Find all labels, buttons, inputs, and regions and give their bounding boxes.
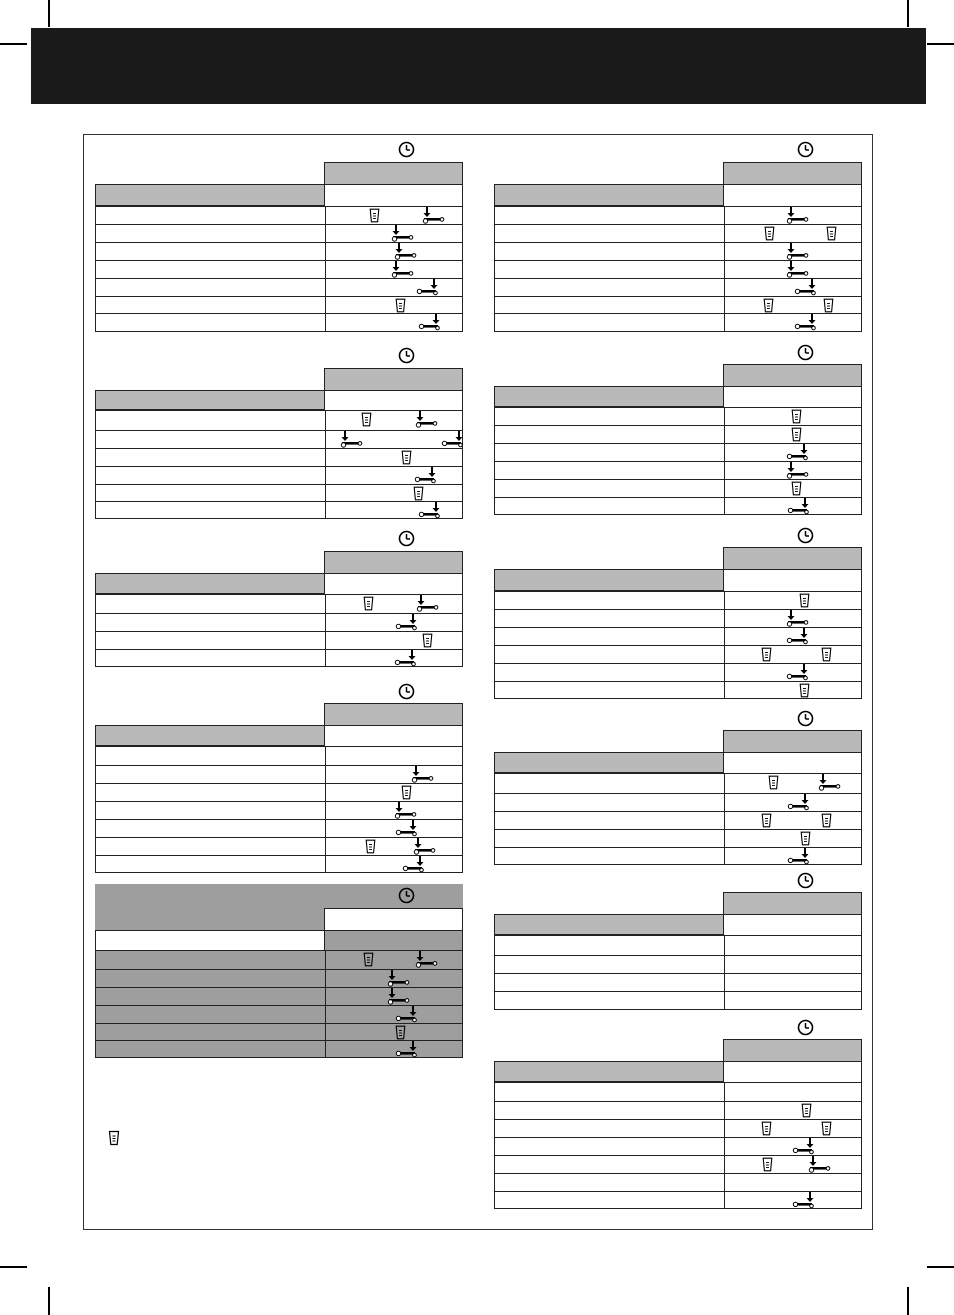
table-row: [95, 747, 463, 766]
time-header-cell: [723, 1039, 862, 1062]
phase-cell: [495, 261, 725, 278]
time-subheader-cell: [324, 930, 463, 951]
table-row: [95, 856, 463, 873]
time-subheader-cell: [324, 390, 463, 411]
phase-cell: [495, 1102, 725, 1119]
measuring-jug-icon: [363, 952, 374, 967]
table-row: [494, 462, 862, 480]
table-row: [494, 297, 862, 314]
time-subheader-cell: [723, 1061, 862, 1083]
phase-header-cell: [494, 386, 724, 408]
table-row: [494, 956, 862, 974]
phase-cell: [495, 848, 725, 864]
phase-cell: [96, 225, 326, 242]
table-row: [95, 431, 463, 449]
phase-cell: [96, 766, 326, 783]
table-row: [95, 595, 463, 614]
kneading-arm-up-icon: [395, 820, 419, 837]
kneading-arm-down-icon: [818, 774, 842, 791]
phase-header-cell: [95, 390, 325, 411]
kneading-arm-up-icon: [441, 431, 465, 448]
measuring-jug-icon: [821, 647, 832, 662]
phase-header-cell: [494, 184, 724, 207]
kneading-arm-up-icon: [394, 650, 418, 667]
phase-cell: [495, 225, 725, 242]
time-header-cell: [324, 703, 463, 726]
clock-icon: [797, 344, 814, 361]
table-row: [494, 207, 862, 225]
table-row: [494, 498, 862, 515]
table-row: [494, 610, 862, 628]
phase-cell: [495, 297, 725, 313]
measuring-jug-icon: [826, 226, 837, 241]
phase-cell: [495, 243, 725, 260]
measuring-jug-icon: [361, 412, 372, 427]
kneading-arm-down-icon: [422, 207, 446, 224]
kneading-arm-down-icon: [391, 261, 415, 278]
kneading-arm-down-icon: [340, 431, 364, 448]
phase-cell: [495, 628, 725, 645]
kneading-arm-up-icon: [416, 279, 440, 296]
kneading-arm-down-icon: [786, 207, 810, 224]
phase-header-cell: [95, 573, 325, 595]
kneading-arm-up-icon: [786, 664, 810, 681]
table-row: [494, 261, 862, 279]
table-row: [494, 812, 862, 830]
table-row: [494, 628, 862, 646]
measuring-jug-icon: [369, 208, 380, 223]
table-row: [95, 467, 463, 485]
table-row: [494, 1102, 862, 1120]
clock-icon: [398, 141, 415, 158]
clock-icon: [797, 872, 814, 889]
phase-cell: [495, 794, 725, 811]
kneading-arm-up-icon: [787, 794, 811, 811]
table-row: [494, 444, 862, 462]
table-row: [494, 646, 862, 664]
table-row: [494, 314, 862, 332]
clock-icon: [797, 710, 814, 727]
phase-header-cell: [494, 914, 724, 936]
kneading-arm-up-icon: [395, 614, 419, 631]
phase-cell: [495, 936, 725, 955]
phase-cell: [495, 1156, 725, 1173]
phase-cell: [96, 632, 326, 649]
phase-cell: [495, 1138, 725, 1155]
time-header-cell: [723, 892, 862, 915]
table-row: [494, 1174, 862, 1192]
measuring-jug-icon: [395, 1025, 406, 1040]
measuring-jug-icon: [395, 298, 406, 313]
kneading-arm-down-icon: [415, 951, 439, 968]
phase-cell: [495, 592, 725, 609]
time-header-cell: [324, 551, 463, 574]
phase-header-cell: [494, 569, 724, 592]
phase-cell: [495, 646, 725, 663]
kneading-arm-up-icon: [418, 314, 442, 331]
table-row: [95, 951, 463, 970]
phase-cell: [495, 1192, 725, 1208]
time-header-cell: [324, 908, 463, 931]
phase-cell: [495, 408, 725, 425]
table-row: [494, 830, 862, 848]
crop-mark: [907, 1287, 909, 1315]
time-header-cell: [723, 162, 862, 185]
table-row: [95, 243, 463, 261]
table-row: [494, 848, 862, 865]
phase-cell: [96, 595, 326, 613]
kneading-arm-up-icon: [794, 279, 818, 296]
table-row: [95, 314, 463, 332]
table-row: [95, 261, 463, 279]
table-row: [494, 936, 862, 956]
table-row: [95, 766, 463, 784]
time-subheader-cell: [324, 725, 463, 747]
kneading-arm-down-icon: [786, 243, 810, 260]
phase-cell: [96, 1006, 326, 1023]
phase-header-cell: [95, 930, 325, 951]
kneading-arm-down-icon: [394, 802, 418, 819]
table-row: [95, 838, 463, 856]
phase-cell: [495, 830, 725, 847]
phase-cell: [96, 951, 326, 969]
measuring-jug-icon: [801, 1103, 812, 1118]
measuring-jug-icon: [799, 683, 810, 698]
table-row: [95, 225, 463, 243]
table-row: [95, 411, 463, 431]
table-row: [95, 802, 463, 820]
crop-mark: [0, 43, 27, 45]
table-row: [95, 988, 463, 1006]
measuring-jug-icon: [823, 298, 834, 313]
phase-cell: [495, 610, 725, 627]
measuring-jug-icon: [821, 813, 832, 828]
phase-cell: [96, 314, 326, 331]
table-row: [494, 279, 862, 297]
table-row: [95, 1024, 463, 1041]
measuring-jug-icon: [821, 1121, 832, 1136]
table-row: [95, 614, 463, 632]
table-row: [95, 1041, 463, 1058]
measuring-jug-icon: [363, 596, 374, 611]
measuring-jug-icon: [413, 486, 424, 501]
phase-cell: [495, 444, 725, 461]
measuring-jug-icon: [108, 1130, 120, 1146]
table-row: [494, 1192, 862, 1209]
table-row: [95, 502, 463, 519]
measuring-jug-icon: [365, 839, 376, 854]
phase-cell: [495, 992, 725, 1009]
table-row: [95, 297, 463, 314]
phase-cell: [96, 502, 326, 518]
time-subheader-cell: [723, 569, 862, 592]
kneading-arm-up-icon: [395, 1041, 419, 1058]
clock-icon: [398, 347, 415, 364]
kneading-arm-down-icon: [411, 766, 435, 783]
table-row: [494, 1138, 862, 1156]
kneading-arm-up-icon: [414, 467, 438, 484]
table-row: [494, 1083, 862, 1102]
table-row: [494, 992, 862, 1010]
measuring-jug-icon: [800, 831, 811, 846]
phase-cell: [495, 664, 725, 681]
kneading-arm-down-icon: [786, 610, 810, 627]
table-row: [95, 1006, 463, 1024]
measuring-jug-icon: [791, 427, 802, 442]
clock-icon: [398, 530, 415, 547]
kneading-arm-down-icon: [413, 838, 437, 855]
phase-cell: [96, 431, 326, 448]
kneading-arm-down-icon: [394, 243, 418, 260]
phase-cell: [96, 279, 326, 296]
measuring-jug-icon: [401, 785, 412, 800]
phase-cell: [96, 297, 326, 313]
phase-cell: [96, 261, 326, 278]
phase-cell: [495, 956, 725, 973]
phase-cell: [96, 838, 326, 855]
time-subheader-cell: [324, 573, 463, 595]
measuring-jug-icon: [799, 593, 810, 608]
table-row: [494, 664, 862, 682]
clock-icon: [797, 141, 814, 158]
measuring-jug-icon: [791, 409, 802, 424]
phase-cell: [96, 988, 326, 1005]
measuring-jug-icon: [791, 481, 802, 496]
phase-cell: [495, 1083, 725, 1101]
measuring-jug-icon: [761, 1121, 772, 1136]
kneading-arm-down-icon: [416, 595, 440, 612]
kneading-arm-up-icon: [787, 498, 811, 515]
time-header-cell: [324, 162, 463, 185]
crop-mark: [0, 1266, 27, 1268]
table-row: [494, 682, 862, 699]
time-subheader-cell: [723, 752, 862, 774]
table-row: [95, 784, 463, 802]
phase-cell: [96, 243, 326, 260]
table-row: [494, 1156, 862, 1174]
clock-icon: [797, 1019, 814, 1036]
phase-cell: [96, 802, 326, 819]
phase-cell: [96, 485, 326, 501]
kneading-arm-down-icon: [415, 411, 439, 428]
table-row: [95, 632, 463, 650]
table-row: [95, 207, 463, 225]
phase-cell: [495, 682, 725, 698]
crop-mark: [927, 1266, 954, 1268]
kneading-arm-up-icon: [792, 1138, 816, 1155]
kneading-arm-down-icon: [387, 970, 411, 987]
kneading-arm-up-icon: [395, 1006, 419, 1023]
time-header-cell: [324, 368, 463, 391]
crop-mark: [927, 43, 954, 45]
measuring-jug-icon: [763, 298, 774, 313]
phase-cell: [96, 784, 326, 801]
measuring-jug-icon: [768, 775, 779, 790]
phase-cell: [495, 1174, 725, 1191]
kneading-arm-up-icon: [786, 628, 810, 645]
crop-mark: [48, 0, 50, 27]
kneading-arm-down-icon: [786, 261, 810, 278]
kneading-arm-up-icon: [402, 856, 426, 873]
table-row: [494, 592, 862, 610]
phase-cell: [96, 747, 326, 765]
phase-cell: [96, 449, 326, 466]
time-subheader-cell: [723, 386, 862, 408]
table-row: [494, 480, 862, 498]
table-row: [95, 449, 463, 467]
measuring-jug-icon: [762, 1157, 773, 1172]
clock-icon: [398, 683, 415, 700]
crop-mark: [907, 0, 909, 27]
phase-cell: [495, 974, 725, 991]
header-band: [31, 28, 926, 104]
phase-cell: [495, 1120, 725, 1137]
phase-cell: [96, 614, 326, 631]
phase-cell: [495, 774, 725, 793]
table-row: [95, 279, 463, 297]
phase-cell: [495, 279, 725, 296]
phase-cell: [495, 812, 725, 829]
time-subheader-cell: [324, 184, 463, 207]
phase-cell: [495, 480, 725, 497]
table-row: [494, 225, 862, 243]
phase-header-cell: [95, 184, 325, 207]
crop-mark: [48, 1287, 50, 1315]
phase-cell: [495, 462, 725, 479]
phase-cell: [96, 650, 326, 666]
phase-header-cell: [95, 725, 325, 747]
phase-cell: [495, 314, 725, 331]
phase-cell: [96, 1041, 326, 1057]
table-row: [95, 650, 463, 667]
table-row: [95, 485, 463, 502]
table-row: [494, 243, 862, 261]
time-header-cell: [723, 547, 862, 570]
table-row: [494, 974, 862, 992]
clock-icon: [797, 527, 814, 544]
kneading-arm-up-icon: [418, 502, 442, 519]
time-subheader-cell: [723, 184, 862, 207]
kneading-arm-up-icon: [786, 444, 810, 461]
measuring-jug-icon: [401, 450, 412, 465]
phase-cell: [96, 467, 326, 484]
phase-cell: [96, 411, 326, 430]
table-row: [494, 408, 862, 426]
kneading-arm-up-icon: [792, 1192, 816, 1209]
kneading-arm-down-icon: [786, 462, 810, 479]
kneading-arm-up-icon: [794, 314, 818, 331]
phase-cell: [96, 970, 326, 987]
table-row: [95, 970, 463, 988]
table-row: [494, 774, 862, 794]
kneading-arm-down-icon: [387, 988, 411, 1005]
table-row: [494, 1120, 862, 1138]
phase-cell: [495, 498, 725, 514]
phase-cell: [495, 426, 725, 443]
phase-cell: [96, 856, 326, 872]
time-header-cell: [723, 730, 862, 753]
measuring-jug-icon: [422, 633, 433, 648]
phase-header-cell: [494, 752, 724, 774]
phase-cell: [96, 207, 326, 224]
phase-cell: [96, 820, 326, 837]
table-row: [494, 426, 862, 444]
table-row: [95, 820, 463, 838]
phase-cell: [96, 1024, 326, 1040]
measuring-jug-icon: [764, 226, 775, 241]
table-row: [494, 794, 862, 812]
phase-header-cell: [494, 1061, 724, 1083]
kneading-arm-down-icon: [808, 1156, 832, 1173]
phase-cell: [495, 207, 725, 224]
measuring-jug-icon: [761, 647, 772, 662]
kneading-arm-down-icon: [391, 225, 415, 242]
time-subheader-cell: [723, 914, 862, 936]
measuring-jug-icon: [761, 813, 772, 828]
clock-icon: [398, 887, 415, 904]
kneading-arm-up-icon: [787, 848, 811, 865]
time-header-cell: [723, 364, 862, 387]
